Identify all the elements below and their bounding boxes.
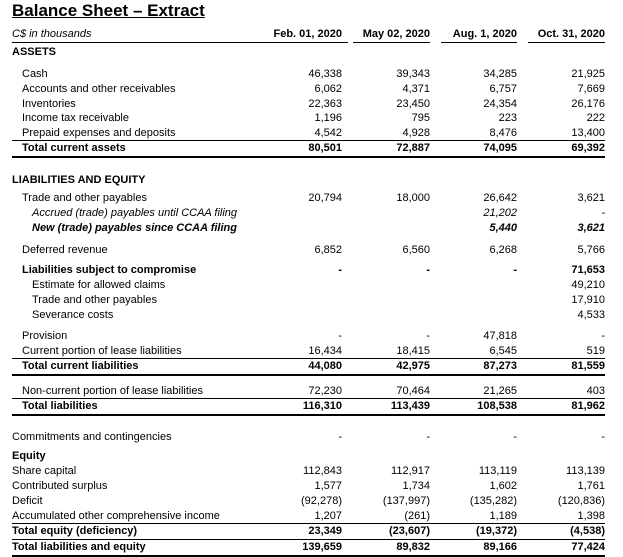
row-liabilities-equity-heading [0, 173, 623, 188]
cell-value: 71,653 [571, 264, 605, 276]
cell-value: 23,349 [308, 525, 342, 537]
row-label: Accounts and other receivables [22, 83, 176, 95]
row-current-lease-liabilities [0, 344, 623, 359]
cell-value: 112,917 [391, 465, 430, 477]
cell-value: 42,975 [396, 360, 430, 372]
cell-value: 69,392 [571, 142, 605, 154]
row-label: Equity [12, 450, 46, 462]
row-income-tax-receivable [0, 111, 623, 126]
cell-value: 6,545 [489, 345, 517, 357]
row-label: LIABILITIES AND EQUITY [12, 174, 146, 186]
column-header: Oct. 31, 2020 [537, 28, 605, 40]
cell-value: 6,852 [314, 244, 342, 256]
rule-line [12, 414, 605, 416]
row-total-current-assets [0, 141, 623, 156]
cell-value: 44,080 [308, 360, 342, 372]
row-label: Cash [22, 68, 48, 80]
cell-value: 6,560 [402, 244, 430, 256]
cell-value: 70,464 [396, 385, 430, 397]
column-header: May 02, 2020 [362, 28, 430, 40]
row-trade-payables [0, 191, 623, 206]
row-prepaid-expenses [0, 126, 623, 141]
header-row [0, 27, 623, 42]
cell-value: 18,415 [396, 345, 430, 357]
row-label: Prepaid expenses and deposits [22, 127, 176, 139]
row-label: Estimate for allowed claims [32, 279, 166, 291]
rule-line [441, 42, 517, 43]
rule-line [12, 156, 605, 158]
rule-line [12, 539, 605, 540]
row-label: New (trade) payables since CCAA filing [32, 222, 237, 234]
cell-value: 89,832 [396, 541, 430, 553]
page-title: Balance Sheet – Extract [12, 1, 205, 20]
cell-value: 49,210 [571, 279, 605, 291]
cell-value: 113,119 [478, 465, 517, 477]
cell-value: 4,371 [402, 83, 430, 95]
cell-value: 21,925 [571, 68, 605, 80]
cell-value: (137,997) [382, 495, 430, 507]
cell-value: 47,818 [483, 330, 517, 342]
row-total-equity [0, 524, 623, 539]
cell-value: - [338, 431, 342, 443]
row-label: Liabilities subject to compromise [22, 264, 197, 276]
row-provision [0, 329, 623, 344]
row-inventories [0, 97, 623, 112]
cell-value: 222 [586, 112, 605, 124]
cell-value: - [513, 431, 517, 443]
row-label: Deficit [12, 495, 43, 507]
cell-value: 795 [411, 112, 430, 124]
cell-value: 5,766 [577, 244, 605, 256]
row-trade-payables-compromise [0, 293, 623, 308]
cell-value: 3,621 [577, 222, 605, 234]
cell-value: 403 [586, 385, 605, 397]
cell-value: - [338, 330, 342, 342]
cell-value: - [426, 264, 430, 276]
cell-value: - [426, 330, 430, 342]
cell-value: 1,577 [314, 480, 342, 492]
rule-line [528, 42, 605, 43]
cell-value: 13,400 [571, 127, 605, 139]
column-header: Feb. 01, 2020 [273, 28, 342, 40]
cell-value: 4,533 [577, 309, 605, 321]
row-total-liabilities [0, 399, 623, 414]
cell-value: 4,542 [314, 127, 342, 139]
cell-value: 223 [498, 112, 517, 124]
cell-value: - [601, 431, 605, 443]
row-label: Contributed surplus [12, 480, 108, 492]
row-label: Trade and other payables [32, 294, 157, 306]
cell-value: 519 [586, 345, 605, 357]
row-label: Non-current portion of lease liabilities [22, 385, 203, 397]
cell-value: (19,372) [476, 525, 517, 537]
row-label: Accrued (trade) payables until CCAA filing [32, 207, 238, 219]
cell-value: 4,928 [402, 127, 430, 139]
row-commitments-contingencies [0, 430, 623, 445]
rule-line [12, 523, 605, 524]
cell-value: 6,062 [314, 83, 342, 95]
row-deficit [0, 494, 623, 509]
cell-value: 1,734 [402, 480, 430, 492]
row-label: Provision [22, 330, 68, 342]
row-share-capital [0, 464, 623, 479]
row-cash [0, 67, 623, 82]
row-label: ASSETS [12, 46, 57, 58]
row-label: Severance costs [32, 309, 114, 321]
row-deferred-revenue [0, 243, 623, 258]
rule-line [353, 42, 430, 43]
cell-value: 6,268 [489, 244, 517, 256]
column-header: Aug. 1, 2020 [452, 28, 517, 40]
cell-value: 21,202 [483, 207, 517, 219]
rule-line [12, 374, 605, 376]
cell-value: 18,000 [396, 192, 430, 204]
row-severance-costs [0, 308, 623, 323]
cell-value: 20,794 [308, 192, 342, 204]
cell-value: 1,761 [577, 480, 605, 492]
row-accrued-payables [0, 206, 623, 221]
row-label: Total liabilities and equity [12, 541, 146, 553]
cell-value: 112,843 [303, 465, 342, 477]
cell-value: 5,440 [489, 222, 517, 234]
cell-value: 77,424 [571, 541, 605, 553]
row-label: Share capital [12, 465, 77, 477]
cell-value: 8,476 [489, 127, 517, 139]
cell-value: 26,642 [483, 192, 517, 204]
row-label: Income tax receivable [22, 112, 129, 124]
row-equity-heading [0, 449, 623, 464]
rule-line [12, 140, 605, 141]
cell-value: 89,166 [483, 541, 517, 553]
cell-value: 26,176 [571, 98, 605, 110]
cell-value: 113,439 [390, 400, 430, 412]
row-receivables [0, 82, 623, 97]
row-label: Deferred revenue [22, 244, 108, 256]
row-label: Accumulated other comprehensive income [12, 510, 220, 522]
cell-value: - [426, 431, 430, 443]
cell-value: 16,434 [308, 345, 342, 357]
rule-line [12, 398, 605, 399]
cell-value: 81,559 [571, 360, 605, 372]
cell-value: 3,621 [577, 192, 605, 204]
cell-value: (92,278) [301, 495, 342, 507]
row-label: Commitments and contingencies [12, 431, 172, 443]
row-noncurrent-lease-liabilities [0, 384, 623, 399]
row-estimate-allowed-claims [0, 278, 623, 293]
cell-value: 72,230 [308, 385, 342, 397]
cell-value: 87,273 [483, 360, 517, 372]
row-label: Total equity (deficiency) [12, 525, 138, 537]
units-label: C$ in thousands [12, 28, 92, 40]
cell-value: - [513, 264, 517, 276]
cell-value: (4,538) [570, 525, 605, 537]
cell-value: - [601, 207, 605, 219]
cell-value: (23,607) [389, 525, 430, 537]
cell-value: 1,189 [489, 510, 517, 522]
cell-value: 46,338 [308, 68, 342, 80]
cell-value: 17,910 [571, 294, 605, 306]
cell-value: 24,354 [483, 98, 517, 110]
cell-value: 23,450 [396, 98, 430, 110]
cell-value: - [338, 264, 342, 276]
row-total-liabilities-equity [0, 540, 623, 555]
rule-line [12, 358, 605, 359]
row-liabilities-subject-to-compromise [0, 263, 623, 278]
row-label: Inventories [22, 98, 76, 110]
cell-value: 34,285 [483, 68, 517, 80]
cell-value: 22,363 [308, 98, 342, 110]
cell-value: 7,669 [577, 83, 605, 95]
cell-value: 74,095 [483, 142, 517, 154]
cell-value: 116,310 [302, 400, 342, 412]
row-accumulated-oci [0, 509, 623, 524]
row-new-payables [0, 221, 623, 236]
rule-line [12, 42, 348, 43]
row-assets-heading [0, 45, 623, 60]
row-label: Total current liabilities [22, 360, 139, 372]
cell-value: (135,282) [469, 495, 517, 507]
cell-value: 81,962 [571, 400, 605, 412]
cell-value: (120,836) [557, 495, 605, 507]
cell-value: 113,139 [566, 465, 605, 477]
cell-value: 1,196 [314, 112, 342, 124]
cell-value: 72,887 [396, 142, 430, 154]
cell-value: 1,602 [489, 480, 517, 492]
row-total-current-liabilities [0, 359, 623, 374]
cell-value: 21,265 [483, 385, 517, 397]
row-label: Total liabilities [22, 400, 98, 412]
row-label: Total current assets [22, 142, 126, 154]
cell-value: - [601, 330, 605, 342]
cell-value: 1,398 [577, 510, 605, 522]
row-label: Current portion of lease liabilities [22, 345, 182, 357]
row-contributed-surplus [0, 479, 623, 494]
cell-value: (261) [404, 510, 430, 522]
cell-value: 139,659 [302, 541, 342, 553]
cell-value: 1,207 [314, 510, 342, 522]
row-label: Trade and other payables [22, 192, 147, 204]
cell-value: 39,343 [396, 68, 430, 80]
cell-value: 80,501 [308, 142, 342, 154]
cell-value: 6,757 [489, 83, 517, 95]
cell-value: 108,538 [477, 400, 517, 412]
